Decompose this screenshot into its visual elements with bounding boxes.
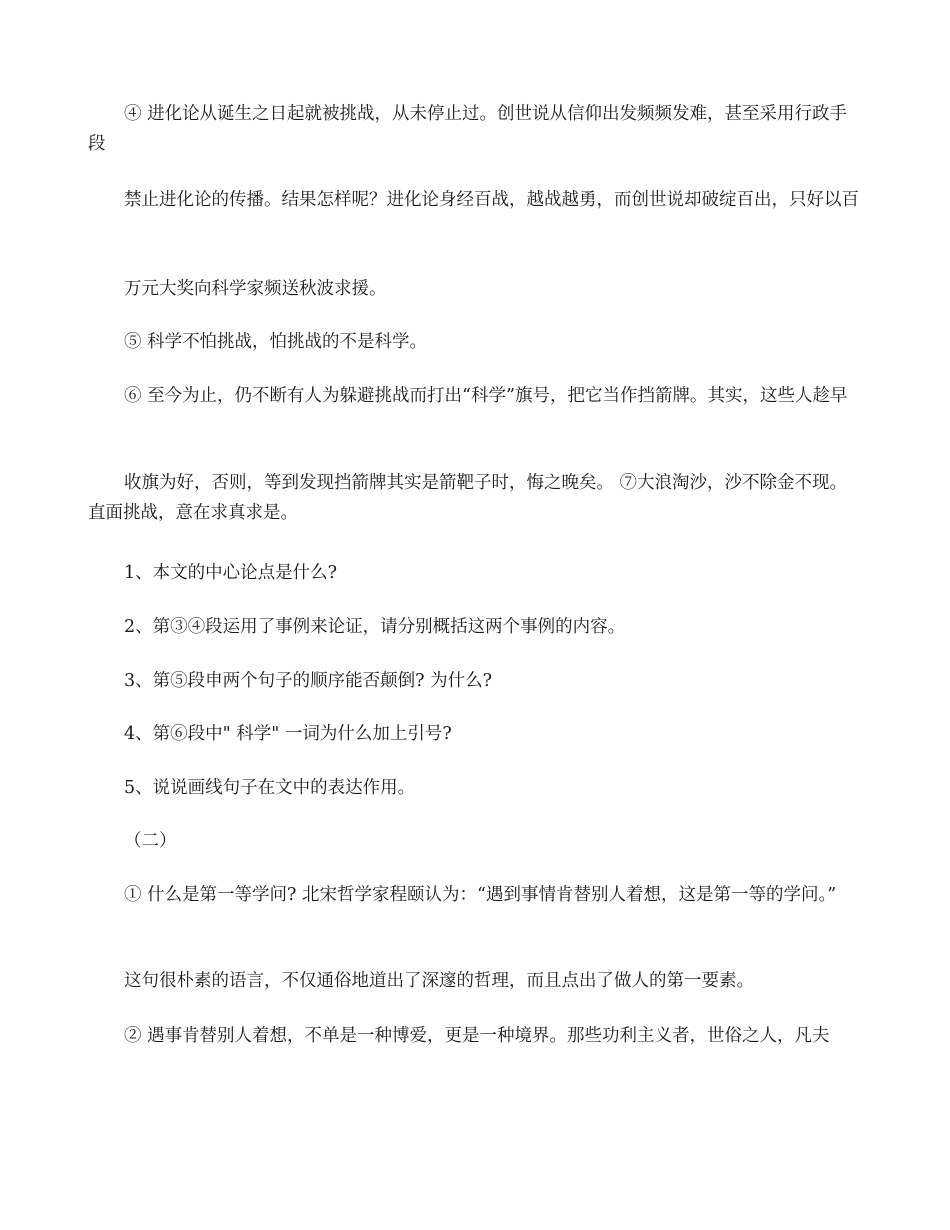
section-heading-two: （二） <box>124 831 177 851</box>
question-2: 2、第③④段运用了事例来论证，请分别概括这两个事例的内容。 <box>124 617 626 637</box>
section2-paragraph-2: ② 遇事肯替别人着想，不单是一种博爱，更是一种境界。那些功利主义者，世俗之人，凡夫 <box>124 1026 830 1046</box>
question-4: 4、第⑥段中" 科学" 一词为什么加上引号? <box>124 724 452 744</box>
section2-paragraph-1: ① 什么是第一等学问? 北宋哲学家程颐认为：“遇到事情肯替别人着想，这是第一等的学问。” <box>124 885 837 905</box>
paragraph-5: ⑤ 科学不怕挑战，怕挑战的不是科学。 <box>124 332 428 352</box>
question-1: 1、本文的中心论点是什么? <box>124 563 338 583</box>
section2-paragraph-1-cont: 这句很朴素的语言，不仅通俗地道出了深邃的哲理，而且点出了做人的第一要素。 <box>124 971 754 991</box>
paragraph-4: ④ 进化论从诞生之日起就被挑战，从未停止过。创世说从信仰出发频频发难，甚至采用行政手段 <box>88 104 848 154</box>
paragraph-4-cont-2: 万元大奖向科学家频送秋波求援。 <box>124 279 387 299</box>
paragraph-4-cont-1: 禁止进化论的传播。结果怎样呢？进化论身经百战，越战越勇，而创世说却破绽百出，只好以百 <box>124 190 859 210</box>
question-3: 3、第⑤段申两个句子的顺序能否颠倒? 为什么? <box>124 671 492 691</box>
question-5: 5、说说画线句子在文中的表达作用。 <box>124 778 416 798</box>
paragraph-6: ⑥ 至今为止，仍不断有人为躲避挑战而打出“科学”旗号，把它当作挡箭牌。其实，这些人趁早 <box>124 386 848 406</box>
paragraph-6-cont: 收旗为好，否则，等到发现挡箭牌其实是箭靶子时，悔之晚矣。 ⑦大浪淘沙，沙不除金不现。直面挑战，意在求真求是。 <box>88 473 848 523</box>
